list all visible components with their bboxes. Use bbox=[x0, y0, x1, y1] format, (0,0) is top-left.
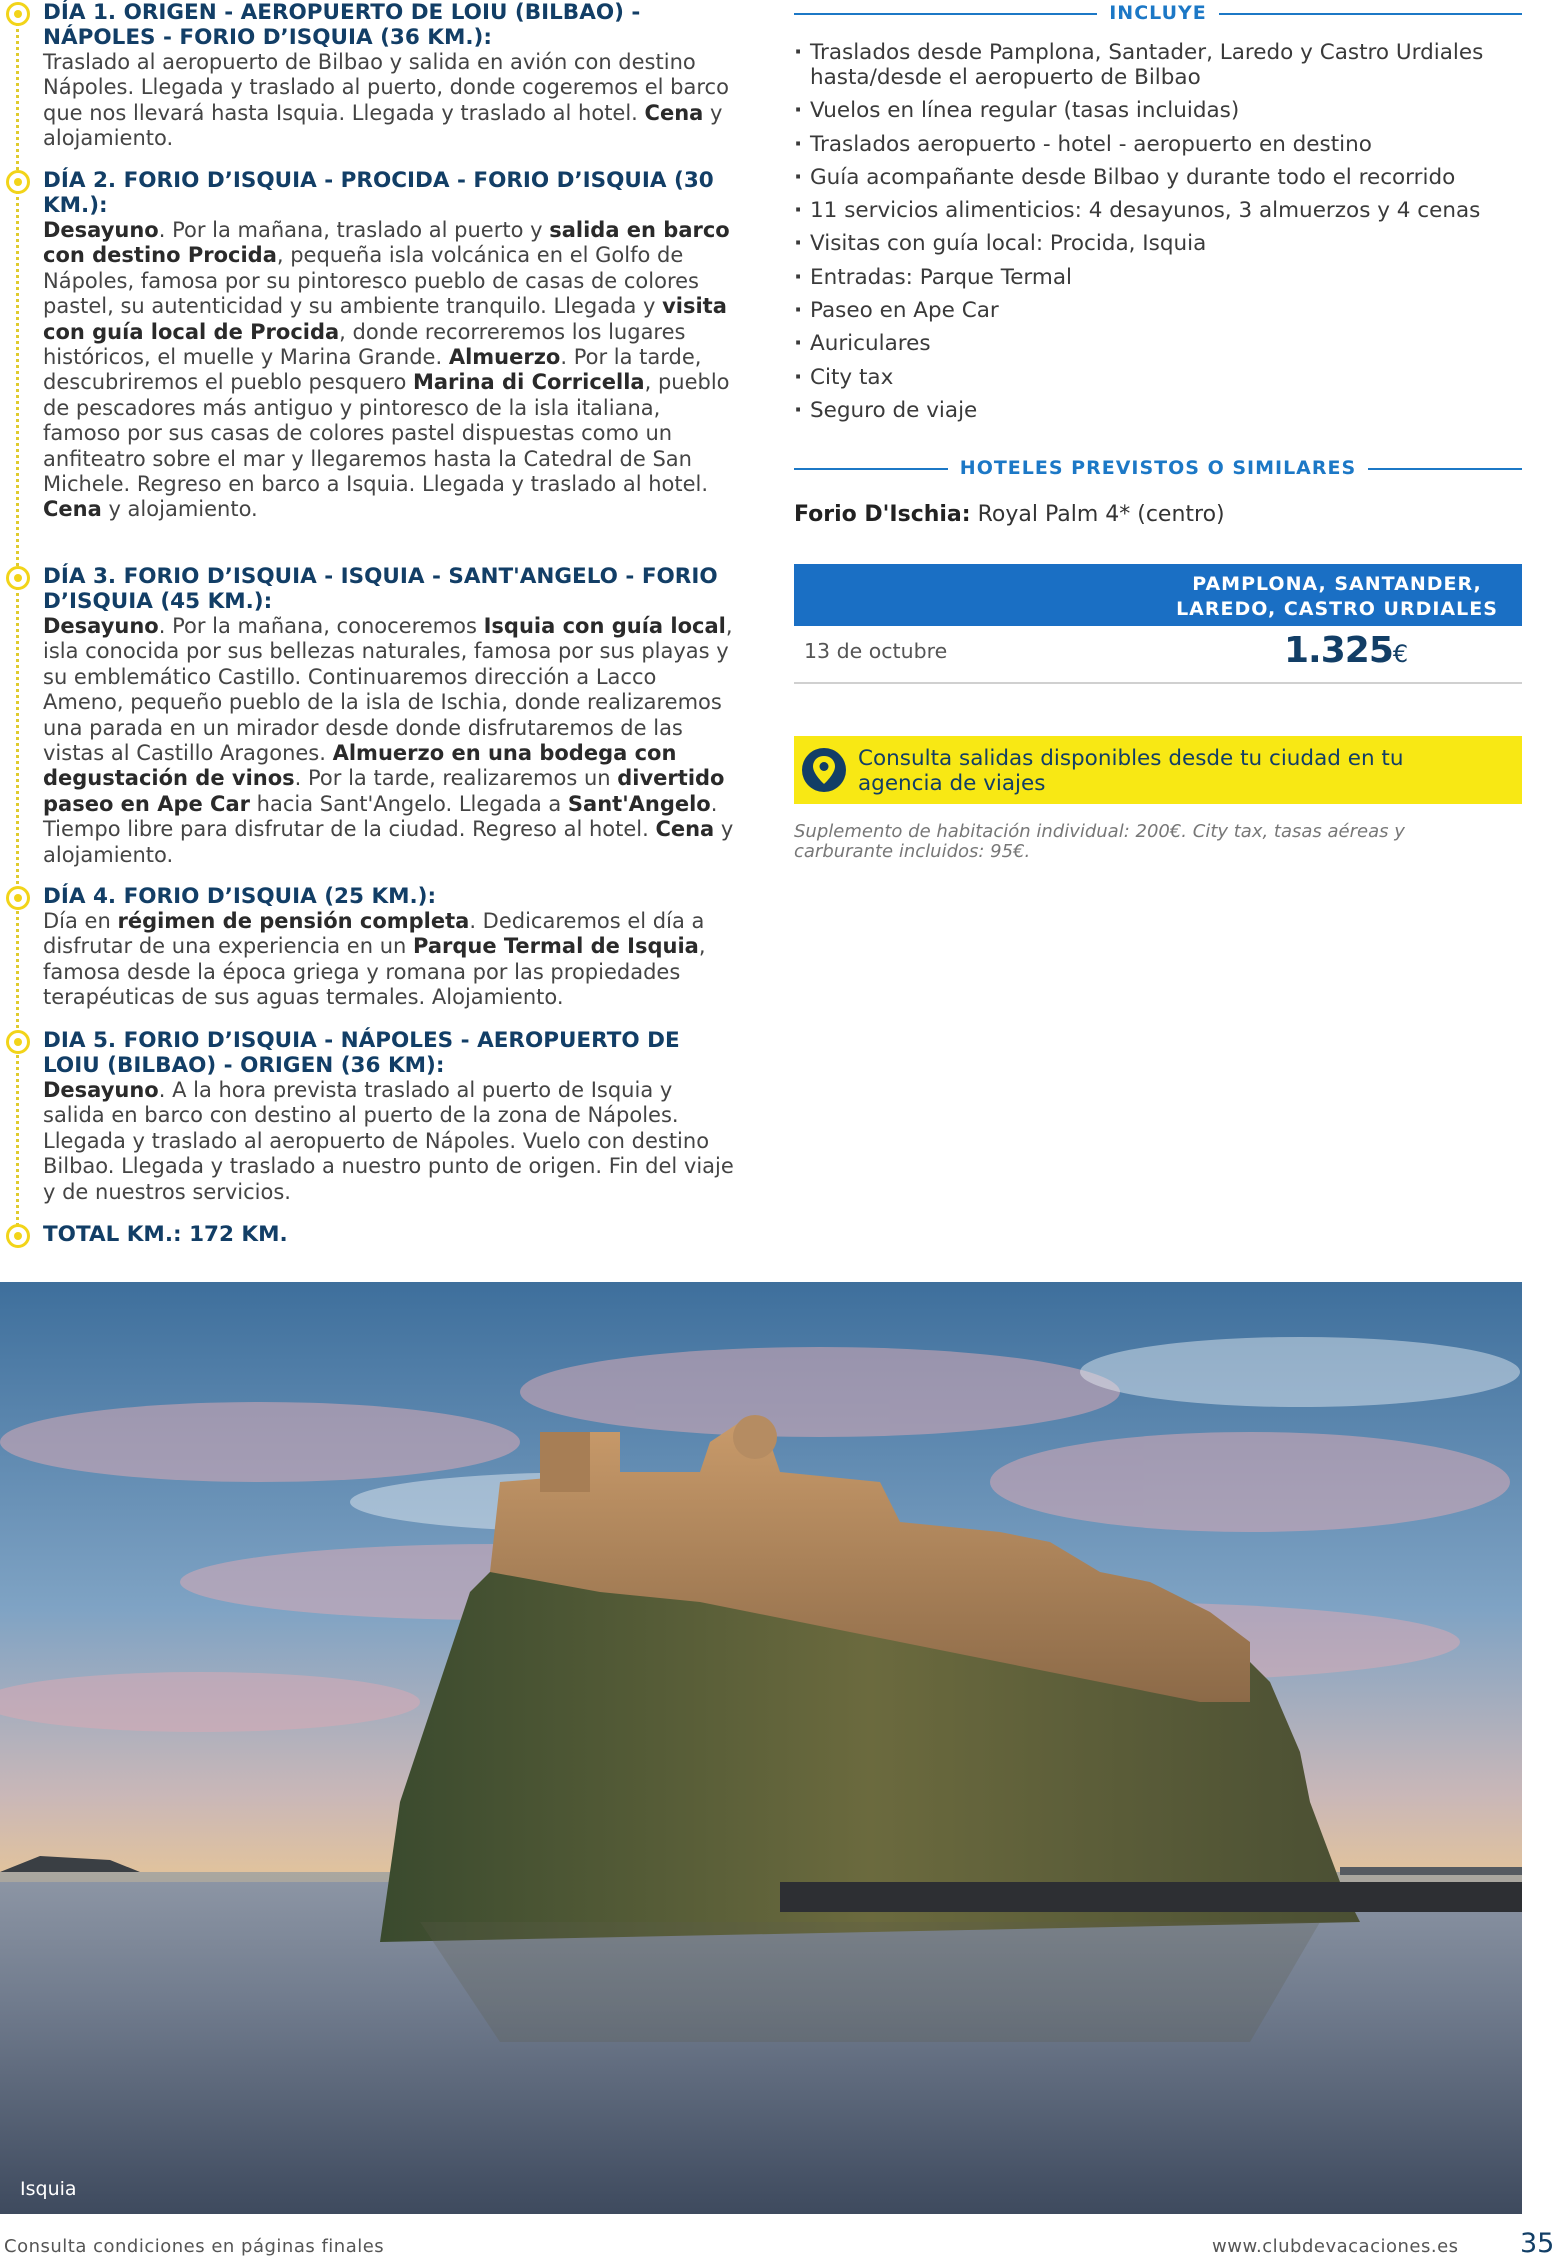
footer-conditions: Consulta condiciones en páginas finales bbox=[4, 2236, 385, 2257]
page-number: 35 bbox=[1520, 2228, 1554, 2259]
day-description: Desayuno. Por la mañana, traslado al puerto y salida en barco con destino Procida, pequeña isla volcánica en el Golfo de Nápoles, famosa por su pintoresco pueblo de casas de colores pastel, su autenticidad y su ambiente tranquilo. Llegada y visita con guía local de Procida, donde recorreremos los lugares históricos, el muelle y Marina Grande. Almuerzo. Por la tarde, descubriremos el pueblo pesquero Marina di Corricella, pueblo de pescadores más antiguo y pintoresco de la isla italiana, famoso por sus casas de colores pastel dispuestas como un anfiteatro sobre el mar y llegaremos hasta la Catedral de San Michele. Regreso en barco a Isquia. Llegada y traslado al hotel. Cena y alojamiento. bbox=[43, 218, 730, 522]
price-value: 1.325 bbox=[1284, 630, 1393, 671]
timeline-marker-icon bbox=[6, 566, 30, 590]
departure-cities-line2: LAREDO, CASTRO URDIALES bbox=[1176, 598, 1498, 620]
hoteles-heading bbox=[794, 455, 1522, 481]
day-1 bbox=[0, 0, 740, 152]
hotel-line bbox=[794, 502, 1225, 527]
incluye-item: · Seguro de viaje bbox=[794, 398, 1522, 423]
supplement-note: Suplemento de habitación individual: 200€. City tax, tasas aéreas y carburante incluidos: 95€. bbox=[794, 821, 1405, 862]
price-row bbox=[794, 626, 1522, 684]
day-2 bbox=[0, 168, 740, 523]
departure-cities-line1: PAMPLONA, SANTANDER, bbox=[1192, 573, 1482, 595]
timeline-marker-icon bbox=[6, 886, 30, 910]
price-amount bbox=[1284, 630, 1407, 671]
timeline-marker-icon bbox=[6, 1030, 30, 1054]
incluye-item: · Paseo en Ape Car bbox=[794, 298, 1522, 323]
price-table-header bbox=[794, 564, 1522, 626]
price-table bbox=[794, 564, 1522, 684]
day-3 bbox=[0, 564, 740, 868]
day-title: DÍA 1. ORIGEN - AEROPUERTO DE LOIU (BILBAO) - NÁPOLES - FORIO D’ISQUIA (36 KM.): bbox=[43, 0, 641, 50]
hoteles-heading-label: HOTELES PREVISTOS O SIMILARES bbox=[948, 457, 1368, 479]
day-title: DÍA 4. FORIO D’ISQUIA (25 KM.): bbox=[43, 884, 437, 909]
incluye-item: · Traslados desde Pamplona, Santader, Laredo y Castro Urdiales hasta/desde el aeropuerto de Bilbao bbox=[794, 40, 1522, 90]
incluye-item: · Vuelos en línea regular (tasas incluidas) bbox=[794, 98, 1522, 123]
castle-photo bbox=[0, 1282, 1522, 2214]
price-currency: € bbox=[1392, 640, 1408, 668]
day-4 bbox=[0, 884, 740, 1011]
timeline-marker-icon bbox=[6, 170, 30, 194]
incluye-item: · Traslados aeropuerto - hotel - aeropuerto en destino bbox=[794, 132, 1522, 157]
day-title: DÍA 2. FORIO D’ISQUIA - PROCIDA - FORIO D’ISQUIA (30 KM.): bbox=[43, 168, 714, 218]
incluye-item: · Visitas con guía local: Procida, Isquia bbox=[794, 231, 1522, 256]
departure-cities bbox=[1172, 572, 1502, 622]
photo-caption: Isquia bbox=[20, 2178, 77, 2200]
location-pin-icon bbox=[802, 748, 846, 792]
day-title: DÍA 3. FORIO D’ISQUIA - ISQUIA - SANT'ANGELO - FORIO D’ISQUIA (45 KM.): bbox=[43, 564, 718, 614]
incluye-item: · Guía acompañante desde Bilbao y durante todo el recorrido bbox=[794, 165, 1522, 190]
day-5 bbox=[0, 1028, 740, 1205]
footer-website: www.clubdevacaciones.es bbox=[1212, 2236, 1459, 2257]
hotel-name: Royal Palm 4* (centro) bbox=[977, 502, 1225, 527]
timeline-marker-icon bbox=[6, 2, 30, 26]
day-description: Desayuno. Por la mañana, conoceremos Isquia con guía local, isla conocida por sus bellezas naturales, famosa por sus playas y su emblemático Castillo. Continuaremos dirección a Lacco Ameno, pequeño pueblo de la isla de Ischia, donde realizaremos una parada en un mirador desde donde disfrutaremos de las vistas al Castillo Aragones. Almuerzo en una bodega con degustación de vinos. Por la tarde, realizaremos un divertido paseo en Ape Car hacia Sant'Angelo. Llegada a Sant'Angelo. Tiempo libre para disfrutar de la ciudad. Regreso al hotel. Cena y alojamiento. bbox=[43, 614, 734, 867]
day-description: Día en régimen de pensión completa. Dedicaremos el día a disfrutar de una experiencia en un Parque Termal de Isquia, famosa desde la época griega y romana por las propiedades terapéuticas de sus aguas termales. Alojamiento. bbox=[43, 909, 706, 1010]
timeline-marker-icon bbox=[6, 1224, 30, 1248]
consulta-banner bbox=[794, 736, 1522, 804]
total-km bbox=[0, 1222, 740, 1247]
day-description: Desayuno. A la hora prevista traslado al puerto de Isquia y salida en barco con destino al puerto de la zona de Nápoles. Llegada y traslado al aeropuerto de Nápoles. Vuelo con destino Bilbao. Llegada y traslado a nuestro punto de origen. Fin del viaje y de nuestros servicios. bbox=[43, 1078, 734, 1204]
day-description: Traslado al aeropuerto de Bilbao y salida en avión con destino Nápoles. Llegada y traslado al puerto, donde cogeremos el barco que nos llevará hasta Isquia. Llegada y traslado al hotel. Cena y alojamiento. bbox=[43, 50, 729, 151]
incluye-list bbox=[794, 40, 1522, 431]
incluye-item: · City tax bbox=[794, 365, 1522, 390]
day-title: DIA 5. FORIO D’ISQUIA - NÁPOLES - AEROPUERTO DE LOIU (BILBAO) - ORIGEN (36 KM): bbox=[43, 1028, 680, 1078]
incluye-item: · Auriculares bbox=[794, 331, 1522, 356]
incluye-heading-label: INCLUYE bbox=[1097, 2, 1219, 24]
departure-date: 13 de octubre bbox=[804, 639, 948, 663]
consulta-text: Consulta salidas disponibles desde tu ciudad en tu agencia de viajes bbox=[858, 746, 1404, 796]
hotel-location: Forio D'Ischia: bbox=[794, 502, 971, 527]
total-km-label: TOTAL KM.: 172 KM. bbox=[43, 1222, 288, 1247]
incluye-item: · 11 servicios alimenticios: 4 desayunos, 3 almuerzos y 4 cenas bbox=[794, 198, 1522, 223]
incluye-heading bbox=[794, 0, 1522, 26]
incluye-item: · Entradas: Parque Termal bbox=[794, 265, 1522, 290]
